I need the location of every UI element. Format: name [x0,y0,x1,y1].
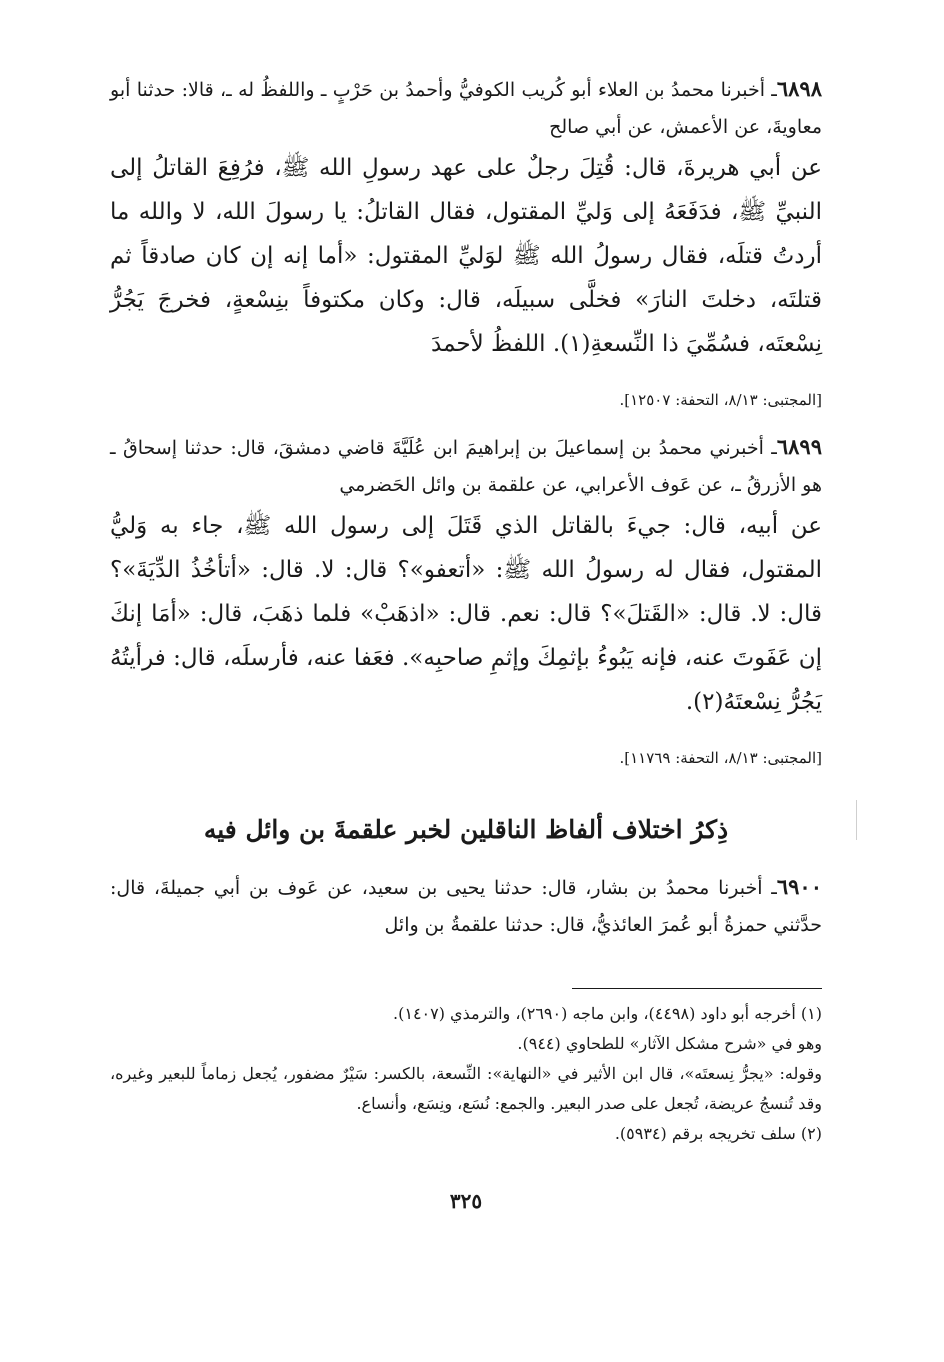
page-body [110,70,822,1213]
footnote-divider [572,988,822,989]
footnote-2: (٢) سلف تخريجه برقم (٥٩٣٤). [614,1124,822,1143]
hadith-6900 [110,868,822,944]
hadith-number: ٦٩٠٠ [776,874,822,899]
footnotes [110,999,822,1149]
hadith-isnad [110,70,822,146]
page-number: ٣٢٥ [449,1189,483,1213]
isnad-text: ـ أخبرني محمدُ بن إسماعيلَ بن إبراهيمَ ابن عُلَيَّةَ قاضي دمشقَ، قال: حدثنا إسحاقُ ـ هو الأزرقُ ـ، عن عَوف الأعرابي، عن علقمة بن وائل الحَضرمي [110,437,822,496]
hadith-number: ٦٨٩٩ [776,434,822,459]
section-heading: ذِكرُ اختلاف ألفاظ الناقلين لخبر علقمةَ بن وائل فيه [203,815,729,844]
hadith-6898 [110,70,822,412]
footnote-1-gloss: وقوله: «يجرُّ نِسعتَه»، قال ابن الأثير في «النهاية»: النِّسعة، بالكسر: سَيْرٌ مضفور، يُجعل زماماً للبعير وغيره، وقد تُنسجُ عريضة، تُجعل على صدر البعير. والجمع: نُسَع، ونِسَع، وأنساع. [110,1064,822,1113]
isnad-text: ـ أخبرنا محمدُ بن العلاء أبو كُريب الكوفيُّ وأحمدُ بن حَرْبٍ ـ واللفظُ له ـ، قالا: حدثنا أبو معاويةَ، عن الأعمش، عن أبي صالح [110,79,822,138]
hadith-6899 [110,428,822,770]
hadith-number: ٦٨٩٨ [776,76,822,101]
hadith-reference: [المجتبى: ٨/١٣، التحفة: ١١٧٦٩]. [619,749,822,767]
hadith-matn: عن أبي هريرةَ، قال: قُتِلَ رجلٌ على عهد رسولِ الله ﷺ، فرُفِعَ القاتلُ إلى النبيِّ ﷺ، فدَفَعَهُ إلى وَليِّ المقتول، فقال القاتلُ: يا رسولَ الله، لا والله ما أردتُ قتلَه، فقال رسولُ الله ﷺ لوَليِّ المقتول: «أما إنه إن كان صادقاً ثم قتلتَه، دخلتَ النارَ» فخلَّى سبيلَه، قال: وكان مكتوفاً بنِسْعةٍ، فخرجَ يَجُرُّ نِسْعتَه، فسُمِّيَ ذا النِّسعةِ(١). اللفظُ لأحمدَ [110,155,823,357]
hadith-matn: عن أبيه، قال: جيءَ بالقاتل الذي قَتَلَ إلى رسول الله ﷺ، جاء به وَليُّ المقتول، فقال له رسولُ الله ﷺ: «أتعفو»؟ قال: لا. قال: «أتأخُذُ الدِّيَةَ»؟ قال: لا. قال: «القَتلَ»؟ قال: نعم. قال: «اذهَبْ» فلما ذهَبَ، قال: «أمَا إنكَ إن عَفَوتَ عنه، فإنه يَبُوءُ بإثمِكَ وإثمِ صاحبِه». فعَفا عنه، فأرسلَه، قال: فرأيتُهُ يَجُرُّ نِسْعتَهُ(٢). [110,513,822,715]
hadith-reference: [المجتبى: ٨/١٣، التحفة: ١٢٥٠٧]. [619,391,822,409]
hadith-isnad [110,868,822,944]
footnote-1: (١) أخرجه أبو داود (٤٤٩٨)، وابن ماجه (٢٦٩٠)، والترمذي (١٤٠٧). [393,1004,822,1023]
footnote-1-note: وهو في «شرح مشكل الآثار» للطحاوي (٩٤٤). [517,1034,822,1053]
hadith-isnad [110,428,822,504]
margin-mark [856,800,857,840]
isnad-text: ـ أخبرنا محمدُ بن بشار، قال: حدثنا يحيى بن سعيد، عن عَوف بن أبي جميلةَ، قال: حدَّثني حمزةُ أبو عُمرَ العائذيُّ، قال: حدثنا علقمةُ بن وائل [110,877,822,936]
